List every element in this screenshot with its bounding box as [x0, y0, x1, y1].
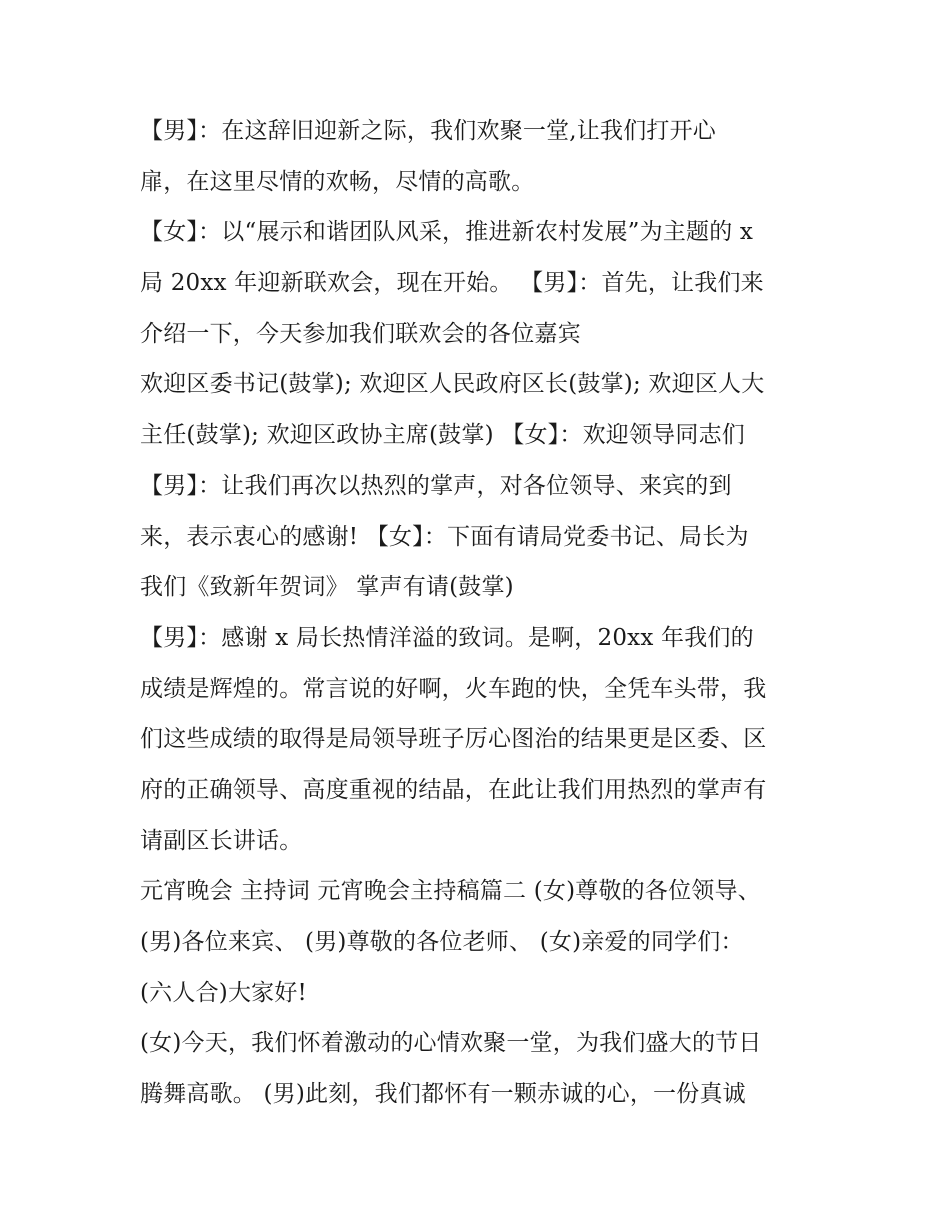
- text-line: (女)今天，我们怀着激动的心情欢聚一堂，为我们盛大的节日: [140, 1030, 762, 1057]
- text-line: 【男】：让我们再次以热烈的掌声，对各位领导、来宾的到: [140, 472, 732, 499]
- text-line: 扉，在这里尽情的欢畅，尽情的高歌。: [140, 168, 535, 195]
- text-line: 府的正确领导、高度重视的结晶，在此让我们用热烈的掌声有: [140, 776, 767, 803]
- text-line: 【女】：以“展示和谐团队风采，推进新农村发展”为主题的 x: [140, 219, 754, 246]
- text-line: 【男】：感谢 x 局长热情洋溢的致词。是啊，20xx 年我们的: [140, 624, 754, 651]
- document-body: [140, 106, 820, 1120]
- text-line: 请副区长讲话。: [140, 827, 303, 854]
- text-line: (六人合)大家好!: [140, 979, 307, 1006]
- text-line: 主任(鼓掌); 欢迎区政协主席(鼓掌) 【女】：欢迎领导同志们: [140, 422, 745, 449]
- text-line: 介绍一下，今天参加我们联欢会的各位嘉宾: [140, 320, 581, 347]
- text-line: 局 20xx 年迎新联欢会，现在开始。 【男】：首先，让我们来: [140, 270, 764, 297]
- text-line: 腾舞高歌。 (男)此刻，我们都怀有一颗赤诚的心，一份真诚: [140, 1081, 746, 1108]
- text-line: 成绩是辉煌的。常言说的好啊，火车跑的快，全凭车头带，我: [140, 675, 767, 702]
- text-line: 欢迎区委书记(鼓掌); 欢迎区人民政府区长(鼓掌); 欢迎区人大: [140, 371, 765, 398]
- text-line: 【男】：在这辞旧迎新之际，我们欢聚一堂,让我们打开心: [140, 118, 717, 144]
- text-line: (男)各位来宾、 (男)尊敬的各位老师、 (女)亲爱的同学们：: [140, 929, 744, 955]
- text-line: 们这些成绩的取得是局领导班子厉心图治的结果更是区委、区: [140, 726, 767, 753]
- text-line: 元宵晚会 主持词 元宵晚会主持稿篇二 (女)尊敬的各位领导、: [140, 878, 761, 905]
- text-line: 来，表示衷心的感谢! 【女】：下面有请局党委书记、局长为: [140, 523, 749, 550]
- text-line: 我们《致新年贺词》 掌声有请(鼓掌): [140, 574, 514, 601]
